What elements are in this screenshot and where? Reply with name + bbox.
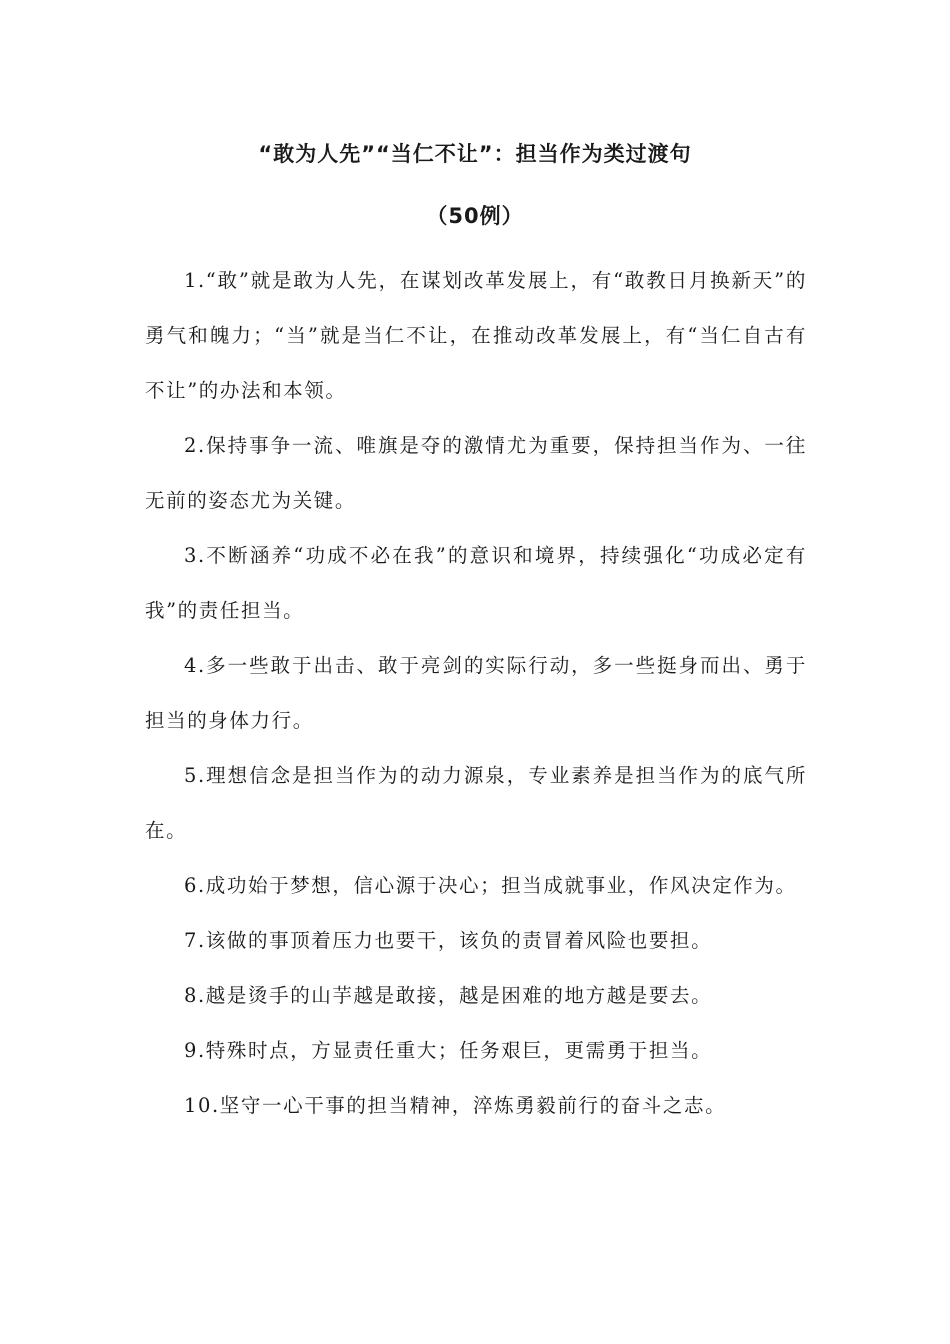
paragraph-4: 4.多一些敢于出击、敢于亮剑的实际行动，多一些挺身而出、勇于担当的身体力行。 (145, 654, 807, 732)
document-subtitle: （50例） (426, 204, 524, 228)
document-title: “敢为人先”“当仁不让”：担当作为类过渡句 (258, 142, 692, 166)
paragraph-2: 2.保持事争一流、唯旗是夺的激情尤为重要，保持担当作为、一往无前的姿态尤为关键。 (145, 434, 807, 512)
paragraph-3: 3.不断涵养“功成不必在我”的意识和境界，持续强化“功成必定有我”的责任担当。 (145, 544, 807, 622)
paragraph-7: 7.该做的事顶着压力也要干，该负的责冒着风险也要担。 (184, 929, 713, 952)
paragraph-10: 10.坚守一心干事的担当精神，淬炼勇毅前行的奋斗之志。 (184, 1094, 727, 1117)
paragraph-6: 6.成功始于梦想，信心源于决心；担当成就事业，作风决定作为。 (184, 874, 797, 897)
paragraph-5: 5.理想信念是担当作为的动力源泉，专业素养是担当作为的底气所在。 (145, 764, 807, 842)
document-body (145, 253, 807, 1133)
paragraph-8: 8.越是烫手的山芋越是敢接，越是困难的地方越是要去。 (184, 984, 713, 1007)
paragraph-9: 9.特殊时点，方显责任重大；任务艰巨，更需勇于担当。 (184, 1039, 713, 1062)
paragraph-1: 1.“敢”就是敢为人先，在谋划改革发展上，有“敢教日月换新天”的勇气和魄力；“当”就是当仁不让，在推动改革发展上，有“当仁自古有不让”的办法和本领。 (145, 269, 807, 402)
